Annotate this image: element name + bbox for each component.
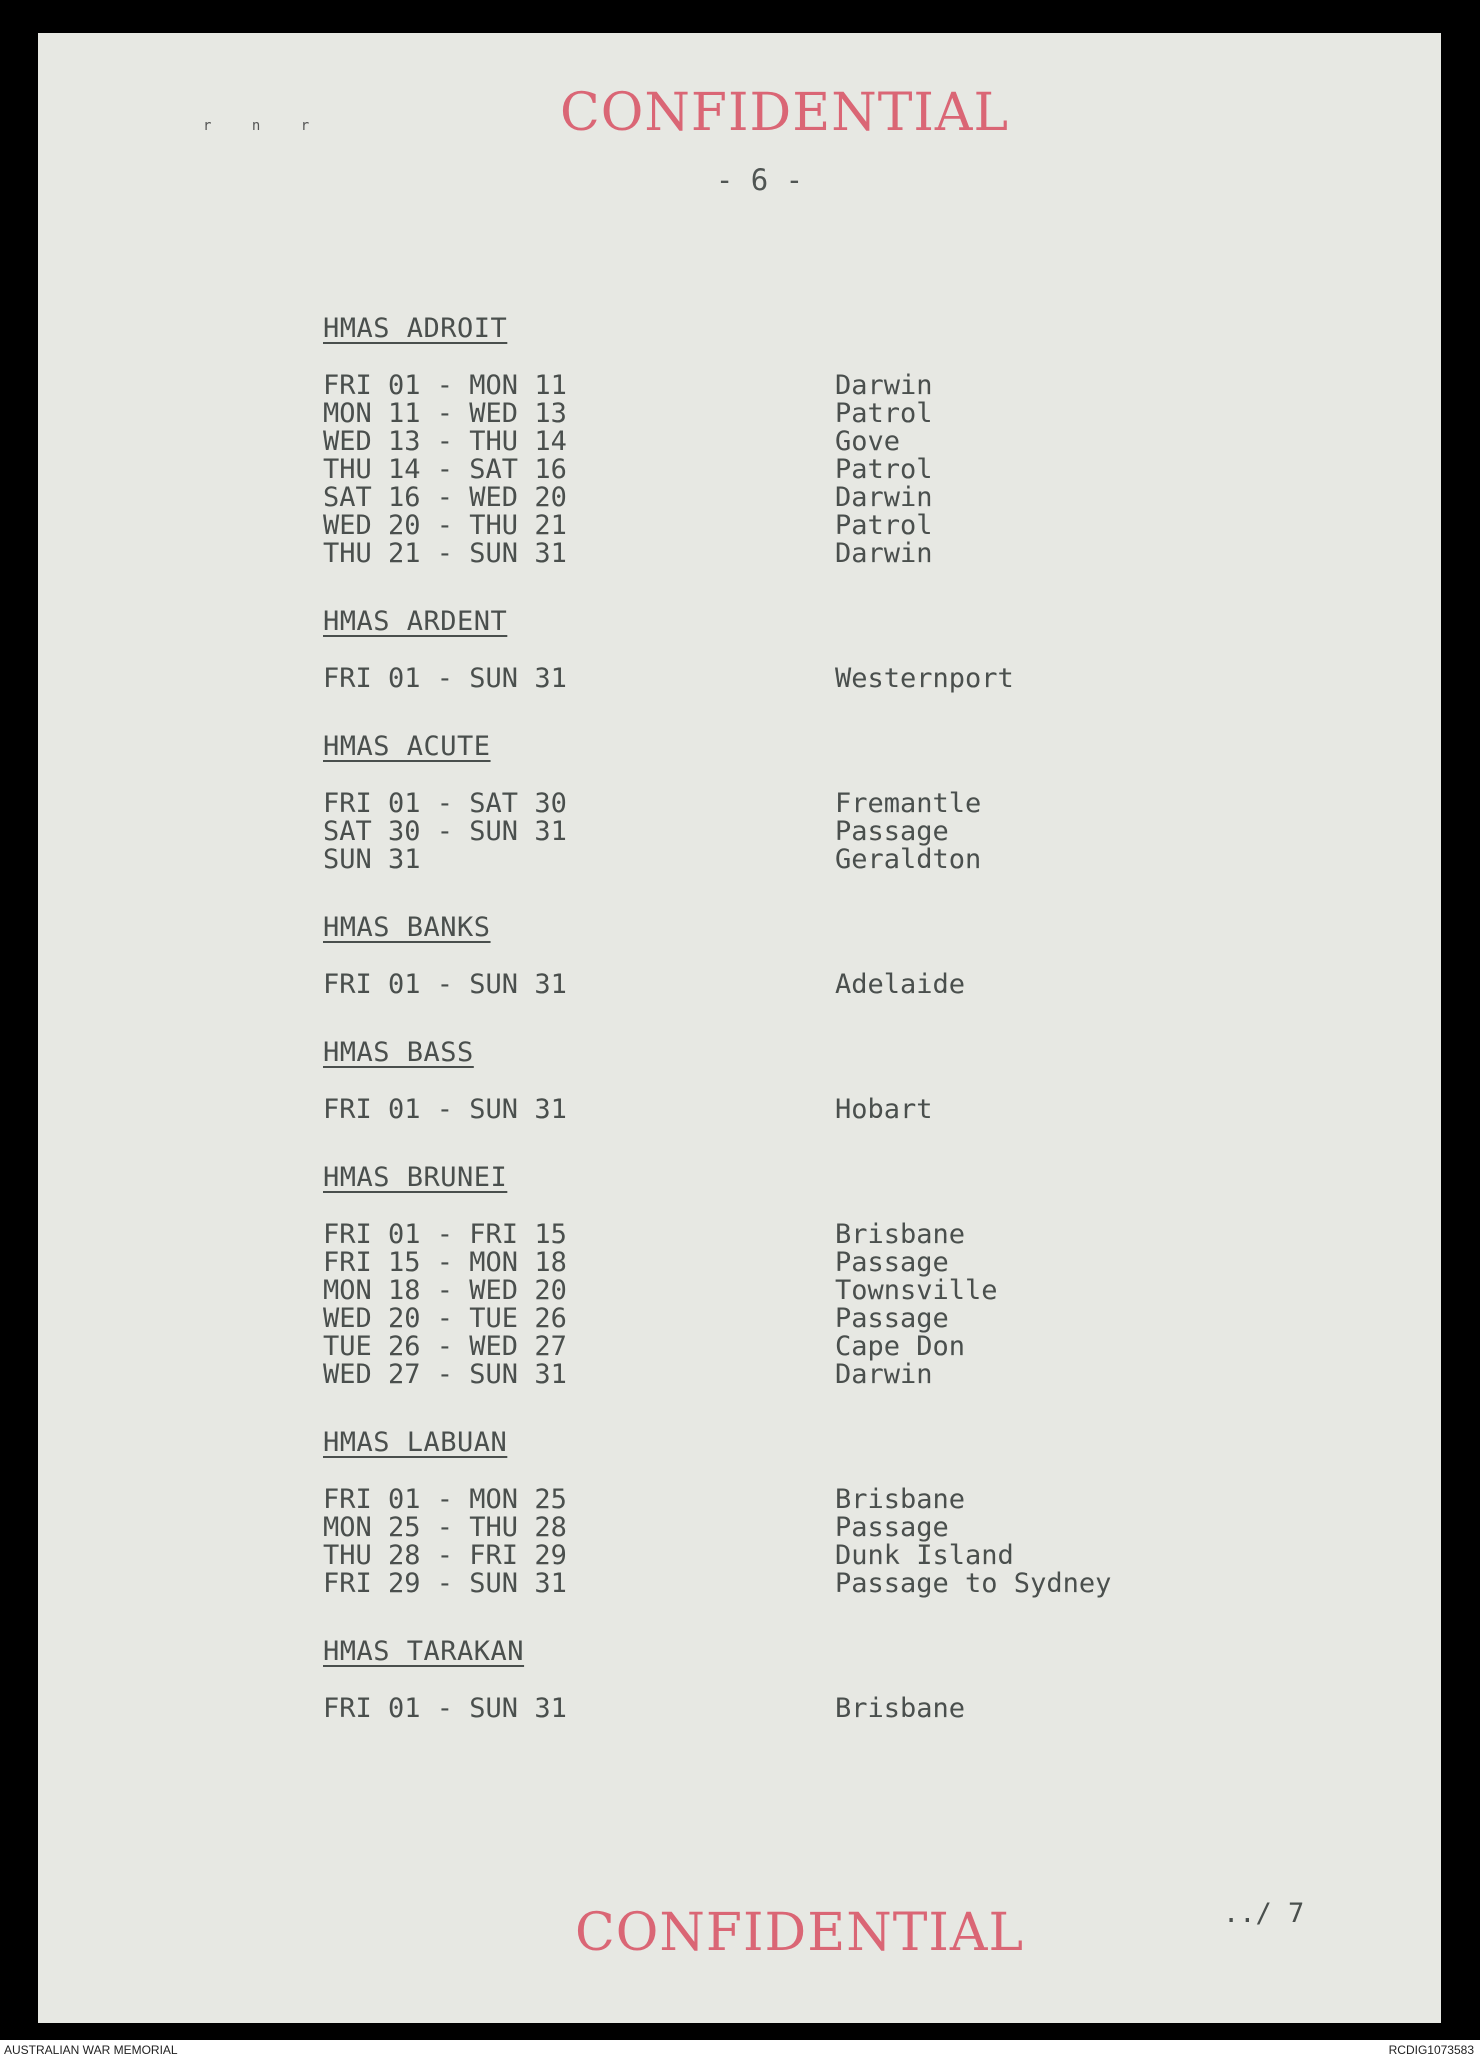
schedule-row bbox=[323, 456, 1223, 484]
ship-section bbox=[323, 912, 1223, 999]
schedule-row bbox=[323, 1221, 1223, 1249]
schedule-dates: WED 20 - THU 21 bbox=[323, 510, 567, 541]
schedule-dates: FRI 01 - SUN 31 bbox=[323, 1693, 567, 1724]
schedule-location: Brisbane bbox=[835, 1693, 966, 1724]
schedule-location: Darwin bbox=[835, 1359, 933, 1390]
schedule-dates: MON 18 - WED 20 bbox=[323, 1275, 567, 1306]
schedule-row bbox=[323, 512, 1223, 540]
schedule-location: Fremantle bbox=[835, 788, 982, 819]
schedule-location: Patrol bbox=[835, 454, 933, 485]
schedule-row bbox=[323, 1333, 1223, 1361]
ship-section bbox=[323, 1427, 1223, 1598]
schedule-location: Townsville bbox=[835, 1275, 998, 1306]
schedule-dates: WED 20 - TUE 26 bbox=[323, 1303, 567, 1334]
schedule-dates: THU 14 - SAT 16 bbox=[323, 454, 567, 485]
ship-name: HMAS ADROIT bbox=[323, 313, 508, 344]
schedule-dates: FRI 01 - SUN 31 bbox=[323, 1094, 567, 1125]
schedule-location: Westernport bbox=[835, 663, 1014, 694]
ship-section bbox=[323, 606, 1223, 693]
document-page bbox=[38, 33, 1441, 2023]
schedule-location: Geraldton bbox=[835, 844, 982, 875]
ship-section bbox=[323, 1636, 1223, 1723]
schedule-row bbox=[323, 372, 1223, 400]
schedule-location: Passage to Sydney bbox=[835, 1568, 1112, 1599]
schedule-location: Brisbane bbox=[835, 1219, 966, 1250]
schedule-dates: THU 21 - SUN 31 bbox=[323, 538, 567, 569]
schedule-dates: FRI 01 - MON 11 bbox=[323, 370, 567, 401]
schedule-row bbox=[323, 428, 1223, 456]
schedule-dates: FRI 01 - FRI 15 bbox=[323, 1219, 567, 1250]
schedule-location: Brisbane bbox=[835, 1484, 966, 1515]
schedule-row bbox=[323, 1361, 1223, 1389]
schedule-dates: SUN 31 bbox=[323, 844, 421, 875]
schedule-location: Darwin bbox=[835, 538, 933, 569]
ship-section bbox=[323, 1037, 1223, 1124]
schedule-row bbox=[323, 1486, 1223, 1514]
schedule-row bbox=[323, 846, 1223, 874]
archive-footer bbox=[0, 2040, 1480, 2061]
schedule-row bbox=[323, 1277, 1223, 1305]
ship-name: HMAS BRUNEI bbox=[323, 1162, 508, 1193]
schedule-dates: FRI 01 - MON 25 bbox=[323, 1484, 567, 1515]
ship-name: HMAS TARAKAN bbox=[323, 1636, 525, 1667]
schedule-row bbox=[323, 1249, 1223, 1277]
schedule-row bbox=[323, 400, 1223, 428]
marginal-marks: r n r bbox=[203, 118, 326, 134]
schedule-location: Adelaide bbox=[835, 969, 966, 1000]
confidential-stamp-bottom: CONFIDENTIAL bbox=[575, 1903, 1024, 1963]
ship-section bbox=[323, 1162, 1223, 1389]
page-number: - 6 - bbox=[715, 163, 804, 197]
schedule-location: Cape Don bbox=[835, 1331, 966, 1362]
schedule-row bbox=[323, 665, 1223, 693]
schedule-location: Passage bbox=[835, 1512, 949, 1543]
schedule-location: Passage bbox=[835, 816, 949, 847]
schedule-row bbox=[323, 1695, 1223, 1723]
ship-schedule-list bbox=[323, 313, 1223, 1761]
schedule-location: Darwin bbox=[835, 482, 933, 513]
schedule-dates: FRI 15 - MON 18 bbox=[323, 1247, 567, 1278]
schedule-location: Hobart bbox=[835, 1094, 933, 1125]
schedule-dates: THU 28 - FRI 29 bbox=[323, 1540, 567, 1571]
schedule-dates: FRI 01 - SUN 31 bbox=[323, 663, 567, 694]
schedule-dates: WED 27 - SUN 31 bbox=[323, 1359, 567, 1390]
ship-name: HMAS BANKS bbox=[323, 912, 491, 943]
schedule-row bbox=[323, 540, 1223, 568]
schedule-row bbox=[323, 1514, 1223, 1542]
ship-name: HMAS ACUTE bbox=[323, 731, 491, 762]
schedule-location: Passage bbox=[835, 1247, 949, 1278]
schedule-row bbox=[323, 1542, 1223, 1570]
schedule-dates: TUE 26 - WED 27 bbox=[323, 1331, 567, 1362]
continuation-note: ../ 7 bbox=[1223, 1898, 1305, 1929]
footer-institution: AUSTRALIAN WAR MEMORIAL bbox=[4, 2043, 178, 2057]
schedule-location: Patrol bbox=[835, 398, 933, 429]
schedule-dates: FRI 01 - SAT 30 bbox=[323, 788, 567, 819]
schedule-location: Gove bbox=[835, 426, 901, 457]
schedule-dates: FRI 29 - SUN 31 bbox=[323, 1568, 567, 1599]
schedule-location: Passage bbox=[835, 1303, 949, 1334]
schedule-dates: WED 13 - THU 14 bbox=[323, 426, 567, 457]
schedule-location: Patrol bbox=[835, 510, 933, 541]
schedule-dates: MON 11 - WED 13 bbox=[323, 398, 567, 429]
schedule-dates: MON 25 - THU 28 bbox=[323, 1512, 567, 1543]
schedule-row bbox=[323, 818, 1223, 846]
schedule-dates: SAT 16 - WED 20 bbox=[323, 482, 567, 513]
ship-section bbox=[323, 731, 1223, 874]
ship-name: HMAS LABUAN bbox=[323, 1427, 508, 1458]
ship-section bbox=[323, 313, 1223, 568]
schedule-row bbox=[323, 1096, 1223, 1124]
confidential-stamp-top: CONFIDENTIAL bbox=[560, 83, 1009, 143]
footer-record-id: RCDIG1073583 bbox=[1388, 2043, 1474, 2057]
schedule-row bbox=[323, 971, 1223, 999]
ship-name: HMAS BASS bbox=[323, 1037, 474, 1068]
schedule-location: Dunk Island bbox=[835, 1540, 1014, 1571]
schedule-dates: SAT 30 - SUN 31 bbox=[323, 816, 567, 847]
schedule-row bbox=[323, 790, 1223, 818]
schedule-row bbox=[323, 484, 1223, 512]
schedule-row bbox=[323, 1305, 1223, 1333]
schedule-row bbox=[323, 1570, 1223, 1598]
schedule-location: Darwin bbox=[835, 370, 933, 401]
schedule-dates: FRI 01 - SUN 31 bbox=[323, 969, 567, 1000]
ship-name: HMAS ARDENT bbox=[323, 606, 508, 637]
